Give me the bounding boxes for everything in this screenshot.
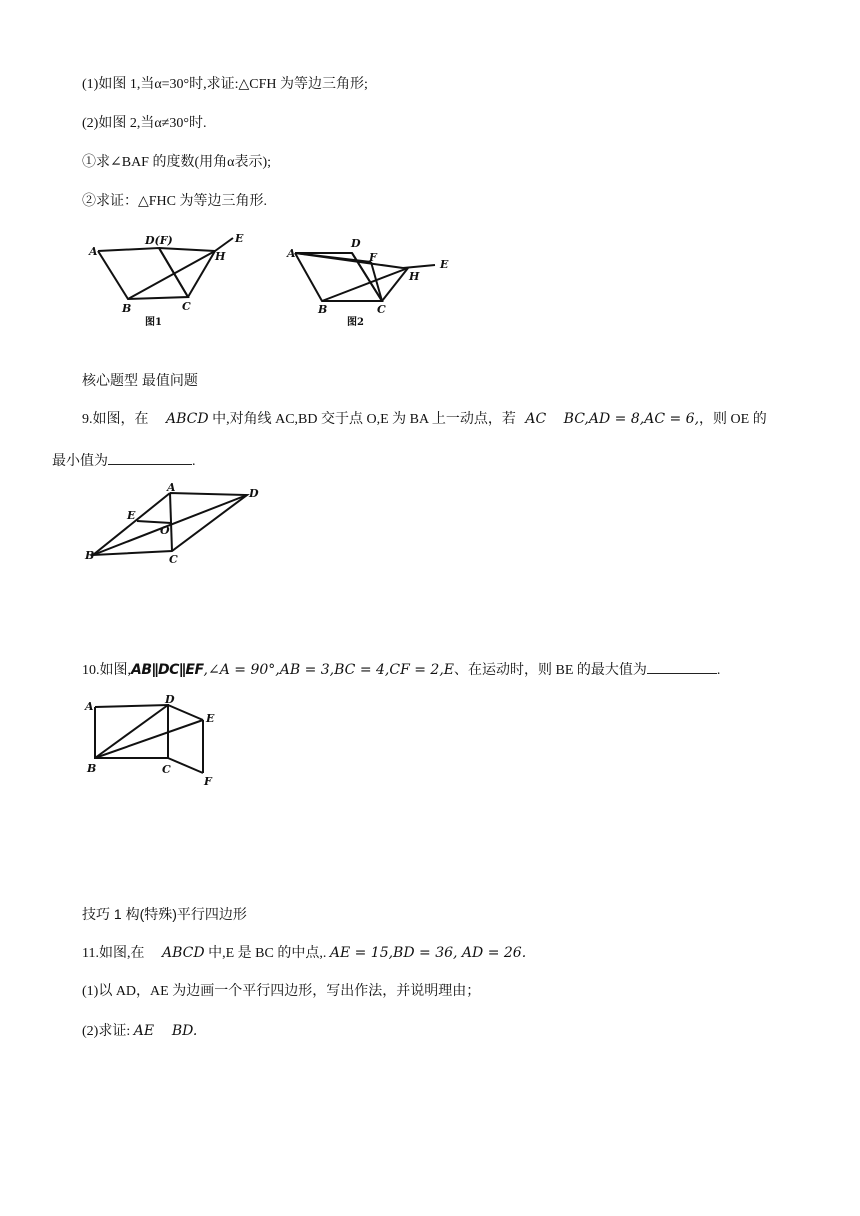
q9-ac: AC [525, 411, 547, 427]
q9-answer-blank [108, 450, 192, 465]
q10-label-a: A [85, 700, 94, 713]
q10-answer-blank [647, 659, 717, 674]
q10-label-c: C [162, 763, 171, 776]
q9-label-b: B [85, 549, 95, 562]
q9-suffix: ，则 OE 的 [699, 412, 767, 427]
fig1-label-e: E [235, 232, 244, 245]
q11-line1 [82, 943, 526, 964]
q8-part1: (1)如图 1,当α=30°时,求证:△CFH 为等边三角形; [82, 77, 368, 92]
fig1-label-h: H [215, 250, 226, 263]
fig2-label-h: H [409, 270, 420, 283]
q10-segment-cf [168, 758, 203, 773]
figure-2 [285, 235, 465, 330]
q10-label-f: F [204, 775, 212, 788]
fig2-label-a: A [287, 247, 296, 260]
q10-cond: ,∠A = 90°,AB = 3,BC = 4,CF = 2,E [203, 662, 454, 678]
fig2-label-e: E [440, 258, 449, 271]
fig1-label-b: B [122, 302, 132, 315]
fig1-caption: 图1 [145, 317, 162, 328]
q9-cond: BC,AD = 8,AC = 6, [563, 411, 700, 427]
q9-label-d: D [249, 487, 259, 500]
fig1-segment-dc [159, 248, 188, 297]
q9-line2 [52, 450, 196, 472]
q9-segment-oe [137, 521, 171, 523]
fig2-segment-dc [352, 253, 382, 301]
section-heading-construct: 技巧 1 构(特殊)平行四边形 [82, 906, 247, 922]
q9-end: . [192, 454, 196, 469]
q10-line [82, 659, 720, 681]
fig2-label-f: F [369, 251, 377, 264]
q9-label-a: A [167, 481, 176, 494]
q11-part2-math: AE BD. [133, 1023, 198, 1039]
q10-segment-de [168, 705, 203, 720]
q9-line1 [82, 409, 767, 430]
q8-part2: (2)如图 2,当α≠30°时. [82, 116, 207, 131]
q9-label-o: O [160, 524, 170, 537]
q8-sub1: ①求∠BAF 的度数(用角α表示); [82, 155, 272, 170]
q10-end: . [716, 663, 721, 678]
fig2-label-c: C [377, 303, 386, 316]
q9-prefix: 9.如图，在 [82, 412, 149, 427]
q10-label-d: D [165, 693, 175, 706]
fig2-label-b: B [318, 303, 328, 316]
q11-part1: (1)以 AD，AE 为边画一个平行四边形，写出作法，并说明理由； [82, 984, 481, 999]
fig2-label-d: D [351, 237, 361, 250]
fig1-label-a: A [89, 245, 98, 258]
q10-segment-be [95, 720, 203, 758]
figure-q10 [85, 695, 225, 790]
q9-label-c: C [169, 553, 178, 566]
figure-q9 [85, 483, 265, 568]
q11-abcd: ABCD [161, 945, 205, 961]
q10-label-e: E [206, 712, 215, 725]
q10-suffix: 、在运动时，则 BE 的最大值为 [454, 663, 647, 678]
q11-part2-prefix: (2)求证: [82, 1024, 134, 1039]
q9-label-e: E [127, 509, 136, 522]
q11-prefix: 11.如图,在 [82, 946, 145, 961]
q9-abcd: ABCD [166, 411, 209, 427]
q10-segment-bd [95, 705, 168, 758]
q9-line2-text: 最小值为 [52, 454, 108, 469]
fig2-caption: 图2 [347, 317, 364, 328]
fig1-segment-ah [159, 248, 215, 251]
q11-part2 [82, 1021, 197, 1042]
q11-cond: AE = 15,BD = 36, AD = 26. [329, 945, 527, 961]
fig2-segment-ae [295, 253, 403, 268]
figure-1 [85, 230, 255, 330]
section-heading-extremum: 核心题型 最值问题 [82, 372, 198, 388]
q8-sub2: ②求证：△FHC 为等边三角形. [82, 194, 268, 209]
q9-mid: 中,对角线 AC,BD 交于点 O,E 为 BA 上一动点，若 [208, 412, 516, 427]
q10-prefix: 10.如图, [82, 663, 131, 678]
q10-parallel-expression: AB∥DC∥EF [131, 662, 204, 678]
q11-mid: 中,E 是 BC 的中点,. [204, 946, 327, 961]
q10-label-b: B [87, 762, 97, 775]
fig1-label-df: D(F) [145, 234, 173, 247]
fig1-label-c: C [182, 300, 191, 313]
